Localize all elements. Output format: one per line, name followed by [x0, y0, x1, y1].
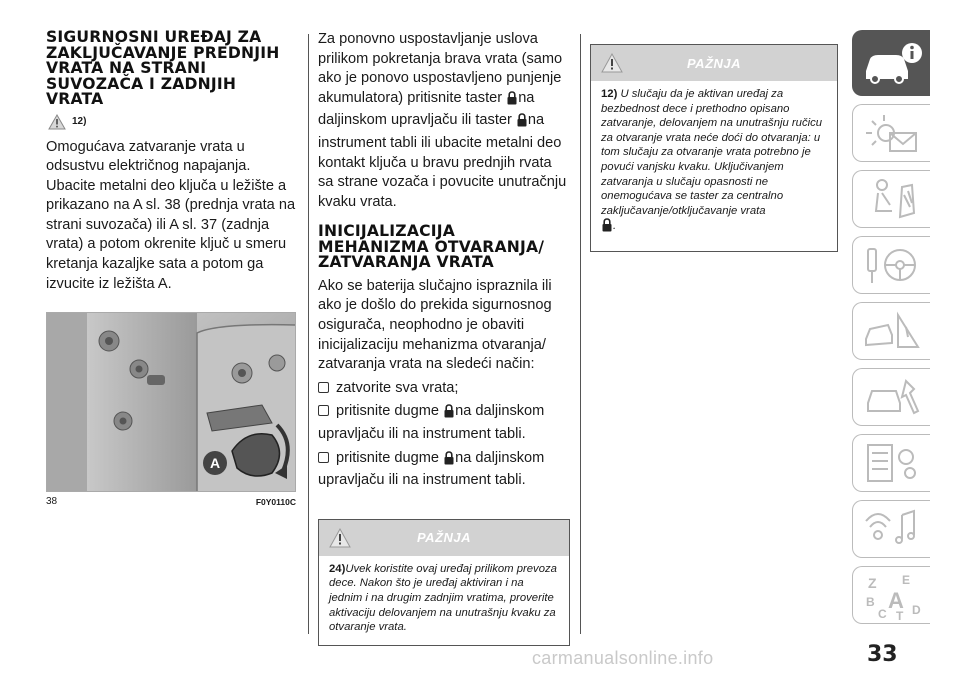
tab-car-service[interactable] — [852, 368, 930, 426]
figure-door-lock — [46, 312, 296, 492]
warning-body — [591, 81, 837, 251]
figure-label-a: A — [209, 455, 221, 472]
checkbox-bullet-icon — [318, 452, 329, 463]
checkbox-bullet-icon — [318, 382, 329, 393]
warning-triangle-icon — [601, 53, 623, 73]
bullet-item — [318, 449, 570, 491]
warning-ref: 12) — [601, 88, 618, 100]
figure-caption — [46, 496, 296, 507]
warning-text: Uvek koristite ovaj uređaj prilikom prevoza dece. Nakon što je uređaj aktiviran i na jednim i na drugim zadnjim vratima, proverite aktivaciju delovanjem na unutrašnju kvaku za otvaranje vrata. — [329, 562, 557, 634]
reference-number: 12) — [72, 116, 87, 127]
tab-warning-lights[interactable] — [852, 104, 930, 162]
section-heading-child-lock: SIGURNOSNI UREĐAJ ZA ZAKLJUČAVANJE PREDNJIH VRATA NA STRANI SUVOZAČA I ZADNJIH VRATA — [46, 28, 280, 108]
warning-title: PAŽNJA — [686, 55, 742, 71]
warning-header — [319, 520, 569, 556]
bullet-text: zatvorite sva vrata; — [336, 379, 459, 396]
bullet-item — [318, 379, 570, 399]
warning-box-12 — [590, 44, 838, 252]
tab-car-crash[interactable] — [852, 302, 930, 360]
warning-triangle-icon — [48, 114, 66, 130]
svg-text:E: E — [901, 573, 910, 587]
lock-icon — [507, 91, 517, 112]
warning-body — [319, 556, 569, 645]
warning-text: U slučaju da je aktivan uređaj za bezbednost dece i prethodno opisano zatvaranje, delovanjem na unutrašnju ručicu za otvaranje vrata neće doći do otvaranja: u tom slučaju za otvaranje vrata potrebno je povući vanjsku kvaku. Uključivanjem zatvaranja u slučaju opasnosti ne onemogućava se taster za centralno zaključavanje/otključavanje vrata — [601, 88, 823, 217]
warning-box-24 — [318, 519, 570, 646]
svg-text:B: B — [865, 595, 875, 609]
checkbox-bullet-icon — [318, 405, 329, 416]
car-service-icon — [862, 375, 922, 419]
tab-airbag-seat[interactable] — [852, 170, 930, 228]
alphabet-index-icon — [862, 570, 922, 620]
car-crash-icon — [862, 309, 922, 353]
section-heading-initialization: INICIJALIZACIJA MEHANIZMA OTVARANJA/ ZATVARANJA VRATA — [318, 222, 545, 272]
warning-lights-icon — [862, 111, 922, 155]
airbag-seat-icon — [862, 177, 922, 221]
warning-reference — [48, 114, 296, 130]
svg-text:C: C — [877, 607, 887, 620]
warning-title: PAŽNJA — [416, 530, 472, 546]
tab-car-info[interactable] — [852, 30, 930, 96]
init-paragraph: Ako se baterija slučajno ispraznila ili ako je došlo do prekida sigurnosnog osigurača, neophodno je obaviti inicijalizaciju mehanizma otvaranja/ zatvaranja vrata na sledeći način: — [318, 277, 552, 373]
warning-tail: . — [613, 220, 617, 233]
media-music-icon — [862, 507, 922, 551]
warning-header — [591, 45, 837, 81]
svg-text:A: A — [887, 588, 904, 613]
lock-icon — [517, 113, 527, 134]
lock-icon — [444, 404, 454, 425]
figure-number: 38 — [46, 496, 58, 508]
chapter-sidebar — [852, 30, 932, 632]
column-left — [46, 30, 296, 507]
lock-icon — [602, 218, 612, 237]
restore-text-3: na instrument tabli ili ubacite metalni deo kontakt ključa u bravu prednjih rvata sa strane vozača i povucite unutračnju kvaku vrata. — [318, 112, 567, 210]
restore-text-2: na daljinskom upravljaču ili taster — [318, 89, 535, 129]
column-middle — [318, 30, 570, 646]
svg-text:Z: Z — [867, 575, 877, 591]
door-lock-illustration — [47, 313, 296, 492]
column-divider — [580, 34, 581, 634]
lock-icon — [444, 451, 454, 472]
bullet-item — [318, 402, 570, 444]
specs-gears-icon — [862, 441, 922, 485]
bullet-text: pritisnite dugme — [336, 449, 440, 466]
tab-key-steering[interactable] — [852, 236, 930, 294]
watermark: carmanualsonline.info — [532, 648, 714, 668]
key-steering-icon — [862, 243, 922, 287]
figure-code: F0Y0110C — [255, 497, 296, 508]
car-info-icon — [860, 41, 924, 85]
svg-text:T: T — [895, 609, 903, 620]
column-divider — [308, 34, 309, 634]
body-paragraph: Omogućava zatvaranje vrata u odsustvu električnog napajanja. Ubacite metalni deo ključa u ležište a prikazano na A sl. 38 (prednja vrata na strani suvozača) ili A sl. 37 (zadnja vrata) a potom okrenite ključ u smeru kretanja kazaljke sata a potom ga izvucite iz ležišta A. — [46, 138, 296, 292]
restore-text-1: Za ponovno uspostavljanje uslova prilikom pokretanja brava vrata (samo ako je ponovo uspostavljeno punjenje akumulatora) pritisnite taster — [318, 31, 563, 106]
warning-triangle-icon — [329, 528, 351, 548]
tab-specs-gears[interactable] — [852, 434, 930, 492]
bullet-text-after: na daljinskom upravljaču ili na instrument tabli. — [318, 403, 545, 442]
svg-text:D: D — [911, 603, 921, 617]
tab-alphabet-index[interactable] — [852, 566, 930, 624]
restore-paragraph — [318, 30, 570, 212]
column-right — [590, 44, 838, 252]
bullet-text-after: na daljinskom upravljaču ili na instrument tabli. — [318, 449, 545, 489]
bullet-text: pritisnite dugme — [336, 403, 440, 420]
page-number: 33 — [867, 642, 898, 667]
tab-media-music[interactable] — [852, 500, 930, 558]
warning-ref: 24) — [329, 562, 346, 575]
